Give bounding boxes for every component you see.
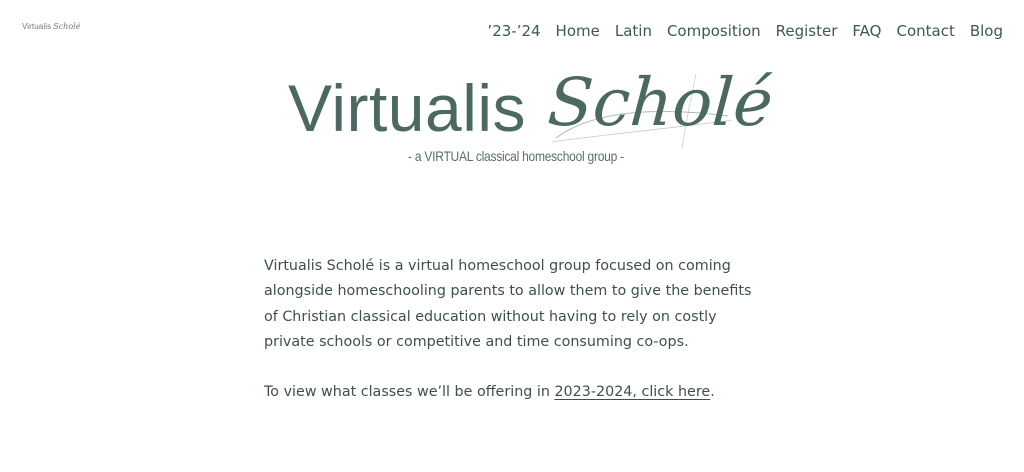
nav-item-home[interactable]: Home <box>555 22 600 40</box>
nav-item-2023-2024[interactable]: ’23-’24 <box>487 22 541 40</box>
view-classes-suffix: . <box>710 384 715 401</box>
intro-content <box>264 254 764 405</box>
nav-item-faq[interactable]: FAQ <box>852 22 882 40</box>
nav-item-register[interactable]: Register <box>775 22 838 40</box>
logo-word-virtualis: Virtualis <box>22 22 52 31</box>
hero-tagline: - a VIRTUAL classical homeschool group - <box>408 148 624 164</box>
nav-item-contact[interactable]: Contact <box>896 22 955 40</box>
logo-word-schole: Scholé <box>53 22 81 31</box>
classes-2023-2024-link[interactable]: 2023-2024, click here <box>554 384 711 401</box>
nav-item-latin[interactable]: Latin <box>614 22 652 40</box>
hero-logo <box>288 60 776 172</box>
site-logo[interactable] <box>22 22 80 38</box>
nav-item-blog[interactable]: Blog <box>969 22 1003 40</box>
intro-paragraph: Virtualis Scholé is a virtual homeschool group focused on coming alongside homeschooling parents to allow them to give the benefits of Christian classical education without having to rely on costly private schools or competitive and time consuming co-ops. <box>264 258 752 350</box>
hero-title-virtualis: Virtualis <box>288 71 527 145</box>
main-nav <box>487 19 1003 43</box>
brush-stroke-decoration <box>546 68 736 158</box>
view-classes-paragraph <box>264 380 764 405</box>
view-classes-prefix: To view what classes we’ll be offering in <box>264 384 555 401</box>
nav-item-composition[interactable]: Composition <box>666 22 761 40</box>
hero-title-schole: Scholé <box>545 64 776 141</box>
